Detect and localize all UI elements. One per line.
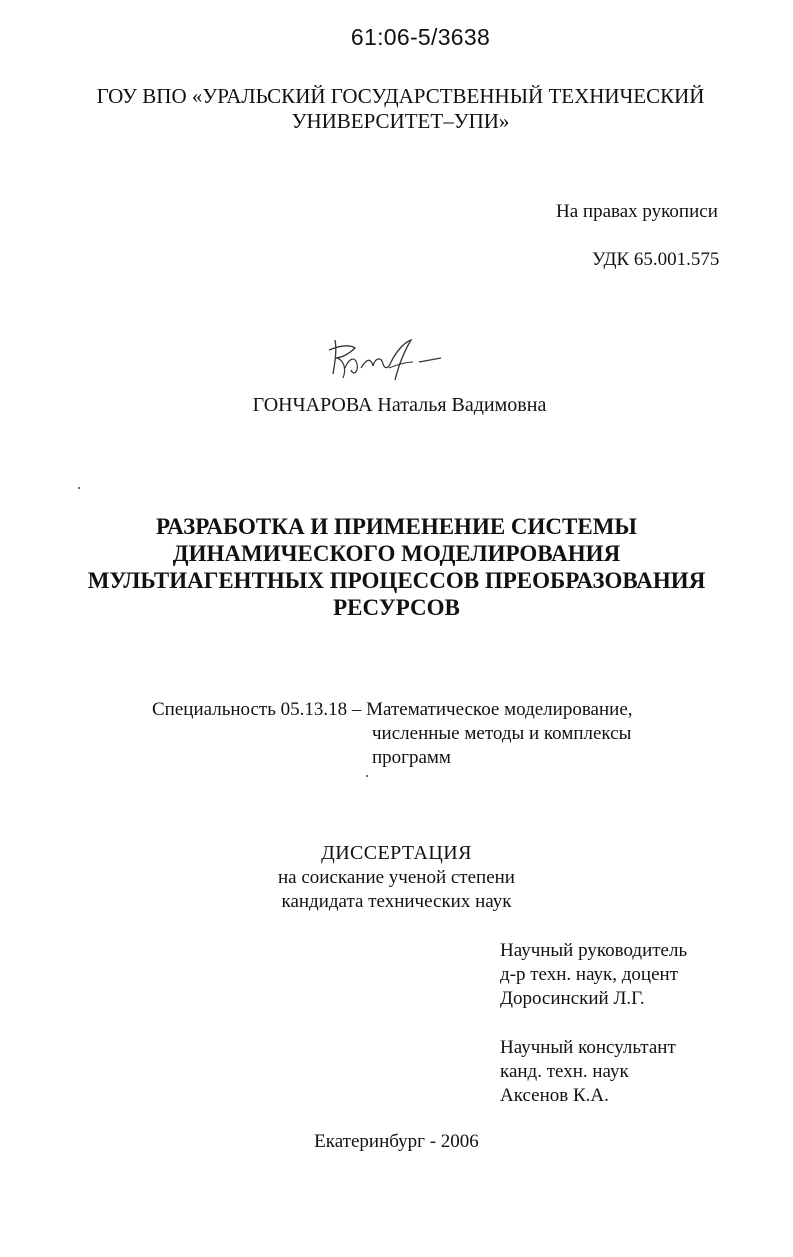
degree-line-2: кандидата технических наук	[281, 891, 512, 912]
title-line-3: МУЛЬТИАГЕНТНЫХ ПРОЦЕССОВ ПРЕОБРАЗОВАНИЯ	[87, 568, 706, 593]
dissertation-title	[0, 513, 793, 621]
author-name: ГОНЧАРОВА Наталья Вадимовна	[252, 394, 547, 416]
handwritten-signature	[325, 328, 445, 388]
city-and-year: Екатеринбург - 2006	[314, 1131, 479, 1152]
consultant-role: Научный консультант	[500, 1037, 676, 1058]
manuscript-note: На правах рукописи	[556, 201, 718, 222]
archive-number: 61:06-5/3638	[350, 24, 491, 50]
title-line-4: РЕСУРСОВ	[333, 595, 460, 620]
organization-line-1: ГОУ ВПО «УРАЛЬСКИЙ ГОСУДАРСТВЕННЫЙ ТЕХНИЧЕСКИЙ	[96, 84, 705, 108]
scientific-consultant	[500, 1036, 676, 1108]
title-line-1: РАЗРАБОТКА И ПРИМЕНЕНИЕ СИСТЕМЫ	[155, 514, 638, 539]
organization-name	[4, 84, 793, 134]
supervisor-name: Доросинский Л.Г.	[500, 988, 645, 1009]
specialty	[152, 698, 633, 770]
degree-description	[0, 866, 793, 914]
scan-speck	[78, 487, 80, 489]
specialty-line-3: программ	[372, 747, 451, 768]
specialty-line-2: численные методы и комплексы	[372, 723, 632, 744]
title-line-2: ДИНАМИЧЕСКОГО МОДЕЛИРОВАНИЯ	[172, 541, 621, 566]
scan-speck	[366, 775, 368, 777]
degree-heading: ДИССЕРТАЦИЯ	[321, 842, 472, 864]
organization-line-2: УНИВЕРСИТЕТ–УПИ»	[291, 109, 510, 133]
degree-line-1: на соискание ученой степени	[278, 867, 515, 888]
udk-code: УДК 65.001.575	[592, 249, 720, 270]
scientific-supervisor	[500, 939, 687, 1011]
consultant-name: Аксенов К.А.	[500, 1085, 609, 1106]
supervisor-role: Научный руководитель	[500, 940, 688, 961]
specialty-line-1: Специальность 05.13.18 – Математическое моделирование,	[152, 699, 633, 720]
consultant-credentials: канд. техн. наук	[500, 1061, 629, 1082]
supervisor-credentials: д-р техн. наук, доцент	[500, 964, 679, 985]
